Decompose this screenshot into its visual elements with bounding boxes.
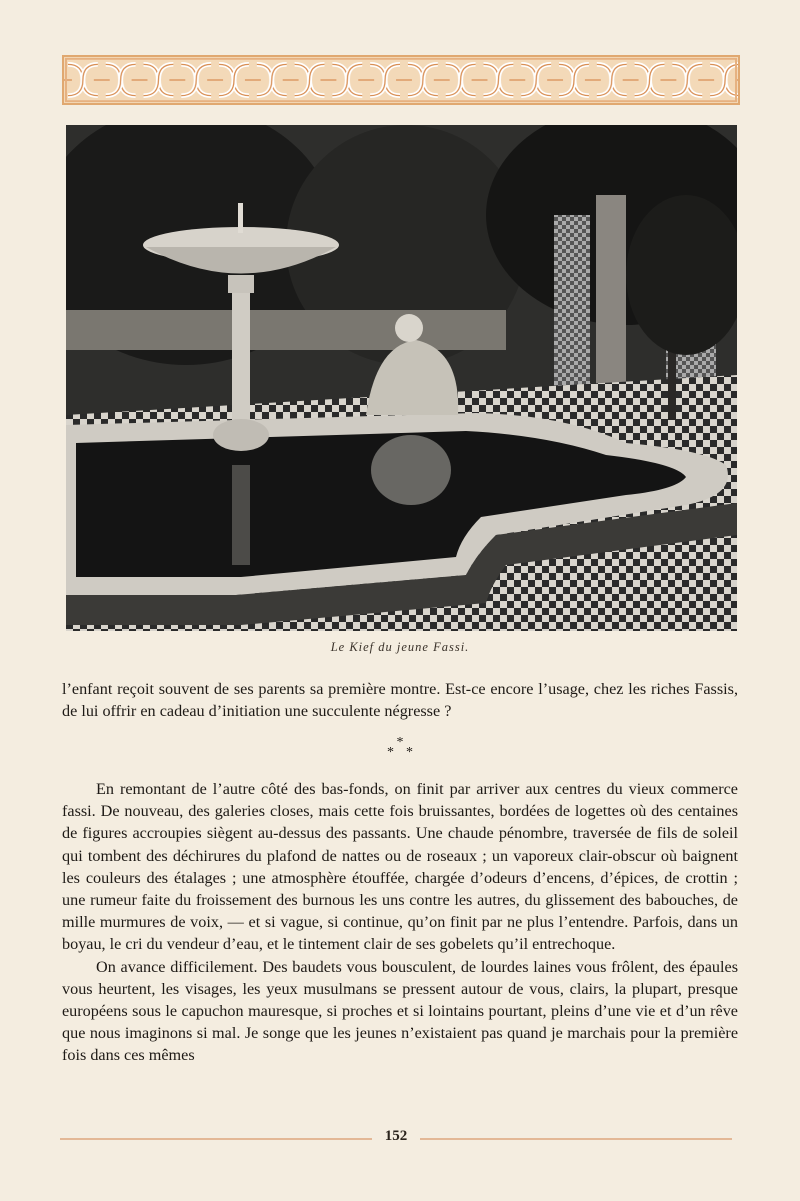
- asterism-top: *: [396, 735, 404, 750]
- interlace-pattern: [64, 57, 738, 103]
- paragraph-2: En remontant de l’autre côté des bas-fonds, on finit par arriver aux centres du vieux commerce fassi. De nouveau, des galeries closes, mais cette fois bruissantes, bordées de logettes où des centaines de figures accroupies siègent au-dessus des passants. Une chaude pénombre, traversée de fils de soleil qui tombent des déchirures du plafond de nattes ou de roseaux ; un vaporeux clair-obscur où baignent les couleurs des étalages ; une atmosphère étouffée, chargée d’odeurs d’encens, d’épices, de crottin ; une rumeur faite du froissement des burnous les uns contre les autres, du glissement des babouches, de mille murmures de voix, — et si vague, si continue, qu’on finit par ne plus l’entendre. Parfois, dans un boyau, le cri du vendeur d’eau, et le tintement clair de ses gobelets qu’il entrechoque.: [62, 780, 738, 954]
- courtyard-fountain-photograph: [66, 125, 737, 631]
- section-break-asterism: [0, 735, 800, 760]
- paragraph-continuation: [62, 678, 738, 722]
- paragraph-3: On avance difficilement. Des baudets vous bousculent, de lourdes laines vous frôlent, des épaules vous heurtent, les visages, les yeux musulmans se pressent autour de vous, clairs, la plupart, presque européens sous le capuchon mauresque, si proches et si lointains pourtant, pleins d’une vie et d’un rêve que nous imaginons si mal. Je songe que les jeunes n’existaient pas quand je marchais pour la première fois dans ces mêmes: [62, 957, 738, 1065]
- photograph-image: [66, 125, 737, 631]
- asterism-left: *: [387, 745, 394, 760]
- asterism-right: *: [406, 745, 413, 760]
- body-text: [62, 778, 738, 1067]
- paragraph-1: l’enfant reçoit souvent de ses parents sa première montre. Est-ce encore l’usage, chez les riches Fassis, de lui offrir en cadeau d’initiation une succulente négresse ?: [62, 680, 738, 721]
- page-number: 152: [384, 1128, 408, 1144]
- footer-rule-left: [60, 1138, 372, 1140]
- figure-caption: Le Kief du jeune Fassi.: [330, 640, 470, 654]
- decorative-header-ornament: [62, 55, 740, 105]
- footer-rule-right: [420, 1138, 732, 1140]
